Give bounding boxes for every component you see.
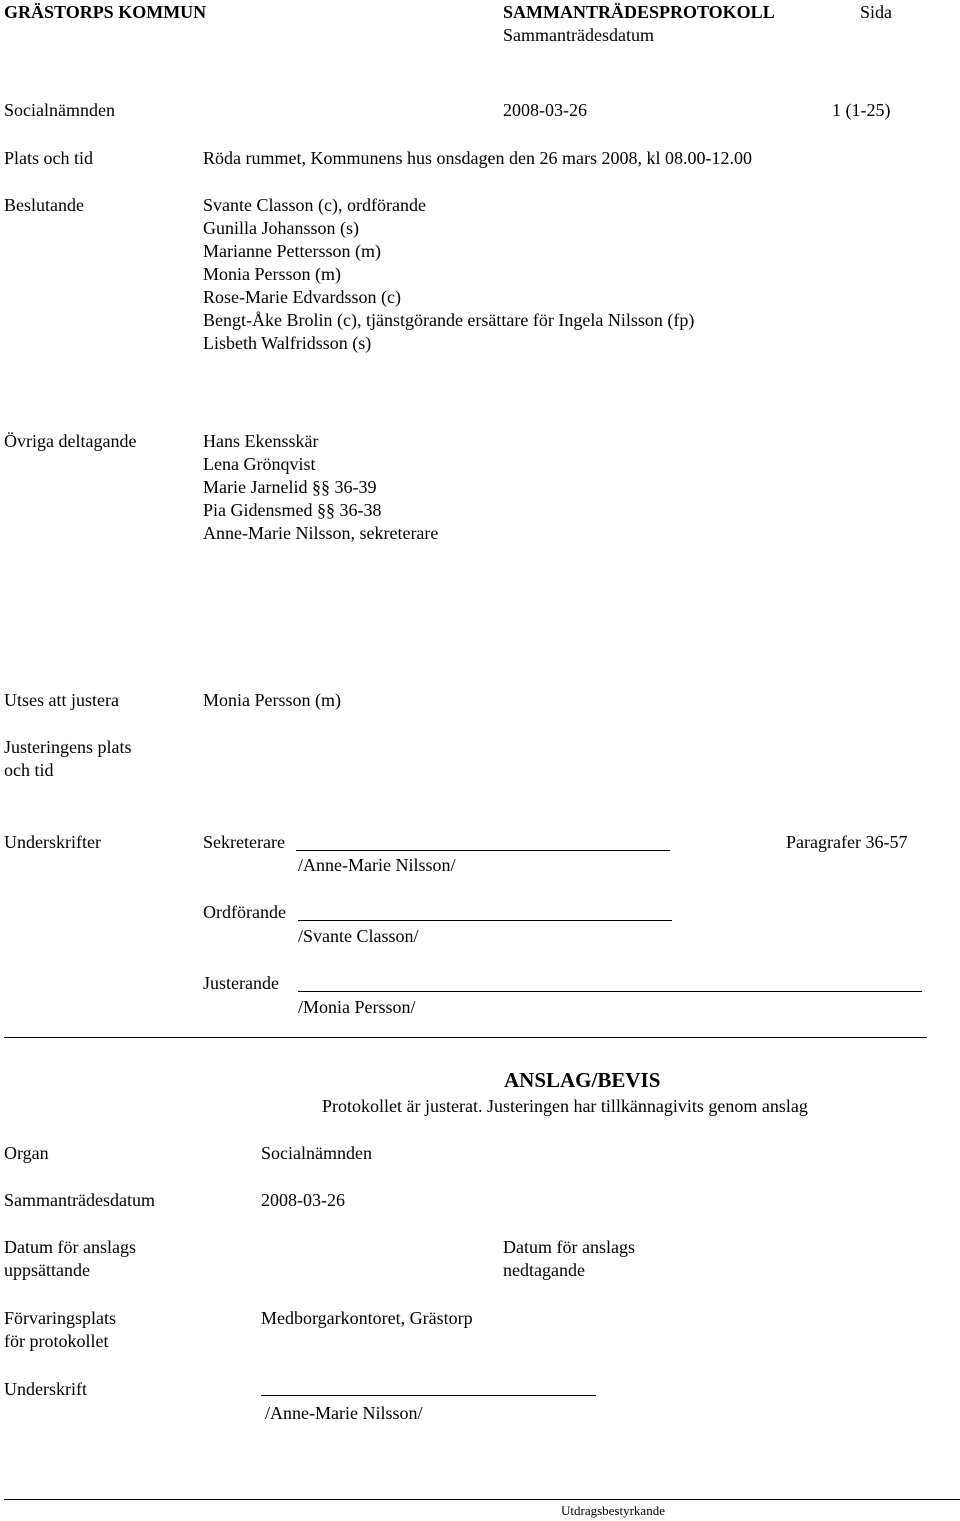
adjust-place-label <box>4 736 132 782</box>
member-line: Gunilla Johansson (s) <box>203 218 359 238</box>
notice-subtitle: Protokollet är justerat. Justeringen har tillkännagivits genom anslag <box>322 1096 808 1116</box>
deciding-label: Beslutande <box>4 195 84 215</box>
notice-title: ANSLAG/BEVIS <box>504 1068 661 1092</box>
secretary-name: /Anne-Marie Nilsson/ <box>298 855 456 875</box>
adjuster-label: Utses att justera <box>4 690 119 710</box>
signatures-label: Underskrifter <box>4 832 101 852</box>
notice-signature-label: Underskrift <box>4 1379 87 1399</box>
notice-signature-line <box>261 1395 596 1396</box>
storage-label-line: Förvaringsplats <box>4 1308 116 1328</box>
member-line: Rose-Marie Edvardsson (c) <box>203 287 401 307</box>
chair-signature-line <box>298 920 672 921</box>
chair-label: Ordförande <box>203 902 286 922</box>
municipality-name: GRÄSTORPS KOMMUN <box>4 2 207 22</box>
page-number: 1 (1-25) <box>832 100 891 120</box>
place-time-label: Plats och tid <box>4 148 93 168</box>
page-label: Sida <box>860 2 893 22</box>
notice-signature-name: /Anne-Marie Nilsson/ <box>265 1403 423 1423</box>
secretary-signature-line <box>296 850 670 851</box>
removed-date-label-line: nedtagande <box>503 1260 585 1280</box>
member-line: Marianne Pettersson (m) <box>203 241 381 261</box>
organ-label: Organ <box>4 1143 49 1163</box>
posted-date-label <box>4 1236 136 1282</box>
chair-name: /Svante Classon/ <box>298 926 419 946</box>
removed-date-label <box>503 1236 635 1282</box>
meeting-date-label: Sammanträdesdatum <box>503 25 654 45</box>
other-members <box>203 430 438 545</box>
paragraphs-range: Paragrafer 36-57 <box>786 832 908 852</box>
others-label: Övriga deltagande <box>4 431 137 451</box>
storage-label-line: för protokollet <box>4 1331 109 1351</box>
posted-date-label-line: Datum för anslags <box>4 1237 136 1257</box>
adjuster-signature-label: Justerande <box>203 973 279 993</box>
posted-date-label-line: uppsättande <box>4 1260 90 1280</box>
adjuster-value: Monia Persson (m) <box>203 690 341 710</box>
organ-value: Socialnämnden <box>261 1143 372 1163</box>
participant-line: Anne-Marie Nilsson, sekreterare <box>203 523 439 543</box>
participant-line: Pia Gidensmed §§ 36-38 <box>203 500 382 520</box>
footer-rule <box>4 1499 960 1500</box>
member-line: Monia Persson (m) <box>203 264 341 284</box>
notice-date-value: 2008-03-26 <box>261 1190 345 1210</box>
extract-certifier-label: Utdragsbestyrkande <box>561 1503 665 1518</box>
member-line: Svante Classon (c), ordförande <box>203 195 426 215</box>
adjuster-name: /Monia Persson/ <box>298 997 416 1017</box>
member-line: Bengt-Åke Brolin (c), tjänstgörande ersättare för Ingela Nilsson (fp) <box>203 310 695 330</box>
adjust-place-label-line: och tid <box>4 760 54 780</box>
removed-date-label-line: Datum för anslags <box>503 1237 635 1257</box>
section-divider <box>4 1037 927 1038</box>
participant-line: Hans Ekensskär <box>203 431 319 451</box>
notice-date-label: Sammanträdesdatum <box>4 1190 155 1210</box>
deciding-members <box>203 194 694 355</box>
secretary-label: Sekreterare <box>203 832 285 852</box>
adjust-place-label-line: Justeringens plats <box>4 737 132 757</box>
adjuster-signature-line <box>298 991 922 992</box>
member-line: Lisbeth Walfridsson (s) <box>203 333 372 353</box>
storage-value: Medborgarkontoret, Grästorp <box>261 1308 473 1328</box>
committee-name: Socialnämnden <box>4 100 115 120</box>
storage-label <box>4 1307 116 1353</box>
participant-line: Marie Jarnelid §§ 36-39 <box>203 477 377 497</box>
participant-line: Lena Grönqvist <box>203 454 316 474</box>
meeting-date: 2008-03-26 <box>503 100 587 120</box>
place-time-value: Röda rummet, Kommunens hus onsdagen den 26 mars 2008, kl 08.00-12.00 <box>203 148 752 168</box>
document-type: SAMMANTRÄDESPROTOKOLL <box>503 2 775 22</box>
